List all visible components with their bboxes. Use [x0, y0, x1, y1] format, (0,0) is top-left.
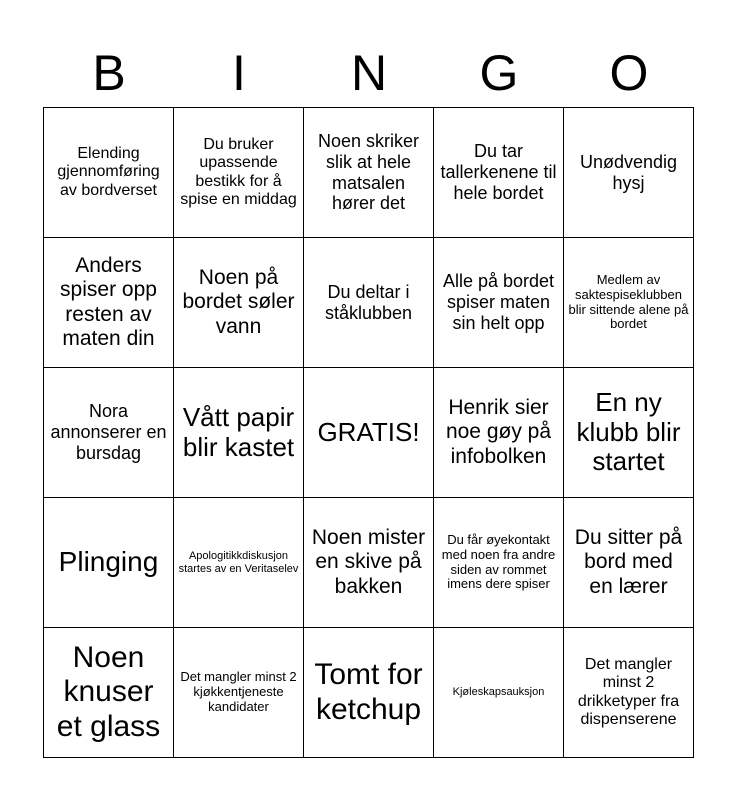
header-letter-b: B	[92, 45, 126, 101]
bingo-cell[interactable]: Apologitikkdiskusjon startes av en Veritaselev	[174, 498, 304, 628]
bingo-cell[interactable]: Unødvendig hysj	[564, 108, 694, 238]
bingo-cell[interactable]: Nora annonserer en bursdag	[44, 368, 174, 498]
bingo-cell[interactable]: Noen mister en skive på bakken	[304, 498, 434, 628]
bingo-cell[interactable]: Du tar tallerkenene til hele bordet	[434, 108, 564, 238]
bingo-cell[interactable]: Du får øyekontakt med noen fra andre siden av rommet imens dere spiser	[434, 498, 564, 628]
bingo-header	[44, 38, 694, 108]
bingo-cell[interactable]: Plinging	[44, 498, 174, 628]
bingo-cell[interactable]: Kjøleskapsauksjon	[434, 628, 564, 758]
bingo-cell[interactable]: Medlem av saktespiseklubben blir sittende alene på bordet	[564, 238, 694, 368]
bingo-cell[interactable]: Noen skriker slik at hele matsalen hører det	[304, 108, 434, 238]
bingo-cell[interactable]: En ny klubb blir startet	[564, 368, 694, 498]
bingo-cell[interactable]: Anders spiser opp resten av maten din	[44, 238, 174, 368]
header-letter-g: G	[479, 45, 519, 101]
bingo-cell[interactable]: GRATIS!	[304, 368, 434, 498]
bingo-cell[interactable]: Vått papir blir kastet	[174, 368, 304, 498]
bingo-cell[interactable]: Noen knuser et glass	[44, 628, 174, 758]
header-letter-i: I	[232, 45, 246, 101]
bingo-cell[interactable]: Noen på bordet søler vann	[174, 238, 304, 368]
bingo-cell[interactable]: Henrik sier noe gøy på infobolken	[434, 368, 564, 498]
bingo-cell[interactable]: Du sitter på bord med en lærer	[564, 498, 694, 628]
bingo-cell[interactable]: Elending gjennomføring av bordverset	[44, 108, 174, 238]
bingo-grid	[43, 107, 694, 758]
header-letter-n: N	[350, 45, 388, 101]
bingo-cell[interactable]: Det mangler minst 2 drikketyper fra dispenserene	[564, 628, 694, 758]
bingo-cell[interactable]: Det mangler minst 2 kjøkkentjeneste kandidater	[174, 628, 304, 758]
bingo-cell[interactable]: Du deltar i ståklubben	[304, 238, 434, 368]
bingo-cell[interactable]: Du bruker upassende bestikk for å spise en middag	[174, 108, 304, 238]
bingo-cell[interactable]: Tomt for ketchup	[304, 628, 434, 758]
header-letter-o: O	[609, 45, 649, 101]
bingo-cell[interactable]: Alle på bordet spiser maten sin helt opp	[434, 238, 564, 368]
